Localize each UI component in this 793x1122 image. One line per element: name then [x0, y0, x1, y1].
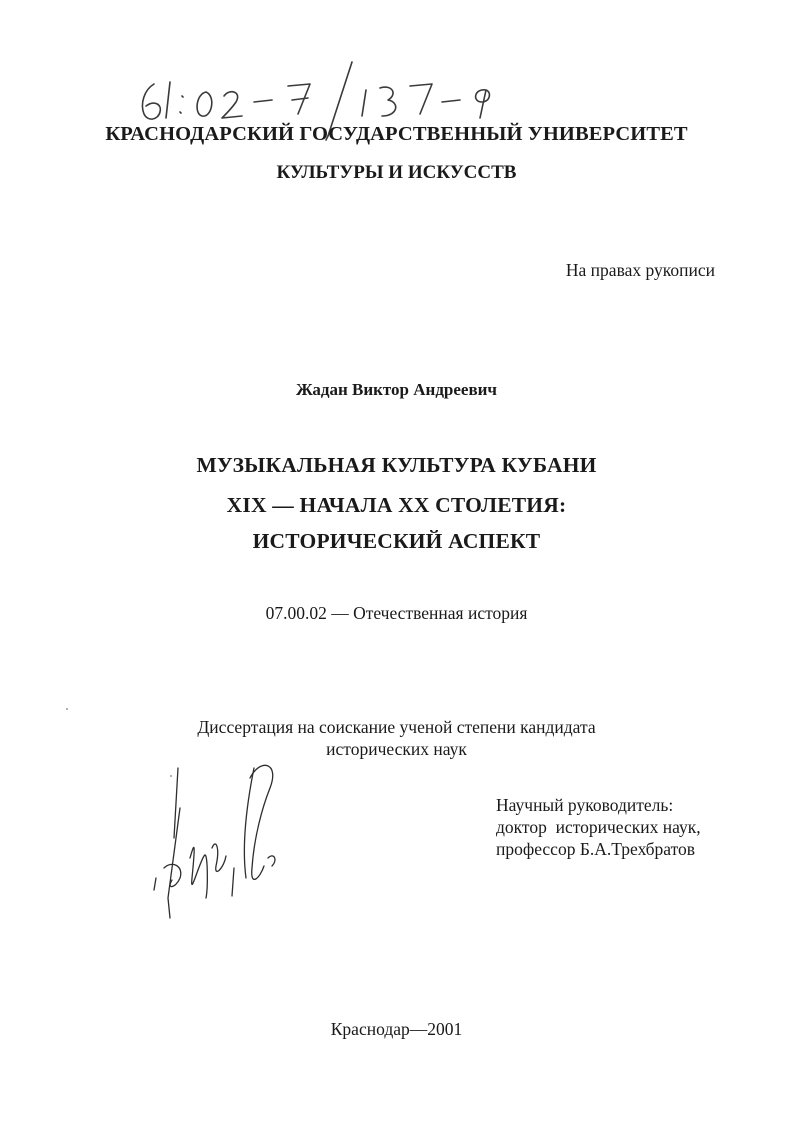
signature — [150, 748, 300, 928]
university-name-line2: КУЛЬТУРЫ И ИСКУССТВ — [276, 162, 517, 183]
author-name: Жадан Виктор Андреевич — [295, 380, 498, 399]
specialty-code: 07.00.02 — Отечественная история — [265, 603, 528, 623]
thesis-title-line1: МУЗЫКАЛЬНАЯ КУЛЬТУРА КУБАНИ — [196, 453, 597, 477]
manuscript-rights-label: На правах рукописи — [565, 260, 715, 280]
handwritten-signature-icon — [150, 748, 300, 928]
dissertation-degree-line2: исторических наук — [326, 739, 467, 759]
city-year: Краснодар—2001 — [330, 1019, 463, 1039]
advisor-name: профессор Б.А.Трехбратов — [496, 839, 696, 859]
advisor-label: Научный руководитель: — [496, 795, 674, 815]
scan-speck — [66, 708, 68, 710]
scientific-advisor — [496, 794, 701, 860]
scan-speck — [170, 775, 172, 777]
thesis-title-line2: XIX — НАЧАЛА XX СТОЛЕТИЯ: — [226, 493, 567, 517]
advisor-degree: доктор исторических наук, — [496, 817, 701, 837]
university-name-line1: КРАСНОДАРСКИЙ ГОСУДАРСТВЕННЫЙ УНИВЕРСИТЕТ — [105, 123, 688, 145]
dissertation-degree-line1: Диссертация на соискание ученой степени кандидата — [197, 717, 596, 737]
thesis-title-line3: ИСТОРИЧЕСКИЙ АСПЕКТ — [252, 529, 541, 553]
